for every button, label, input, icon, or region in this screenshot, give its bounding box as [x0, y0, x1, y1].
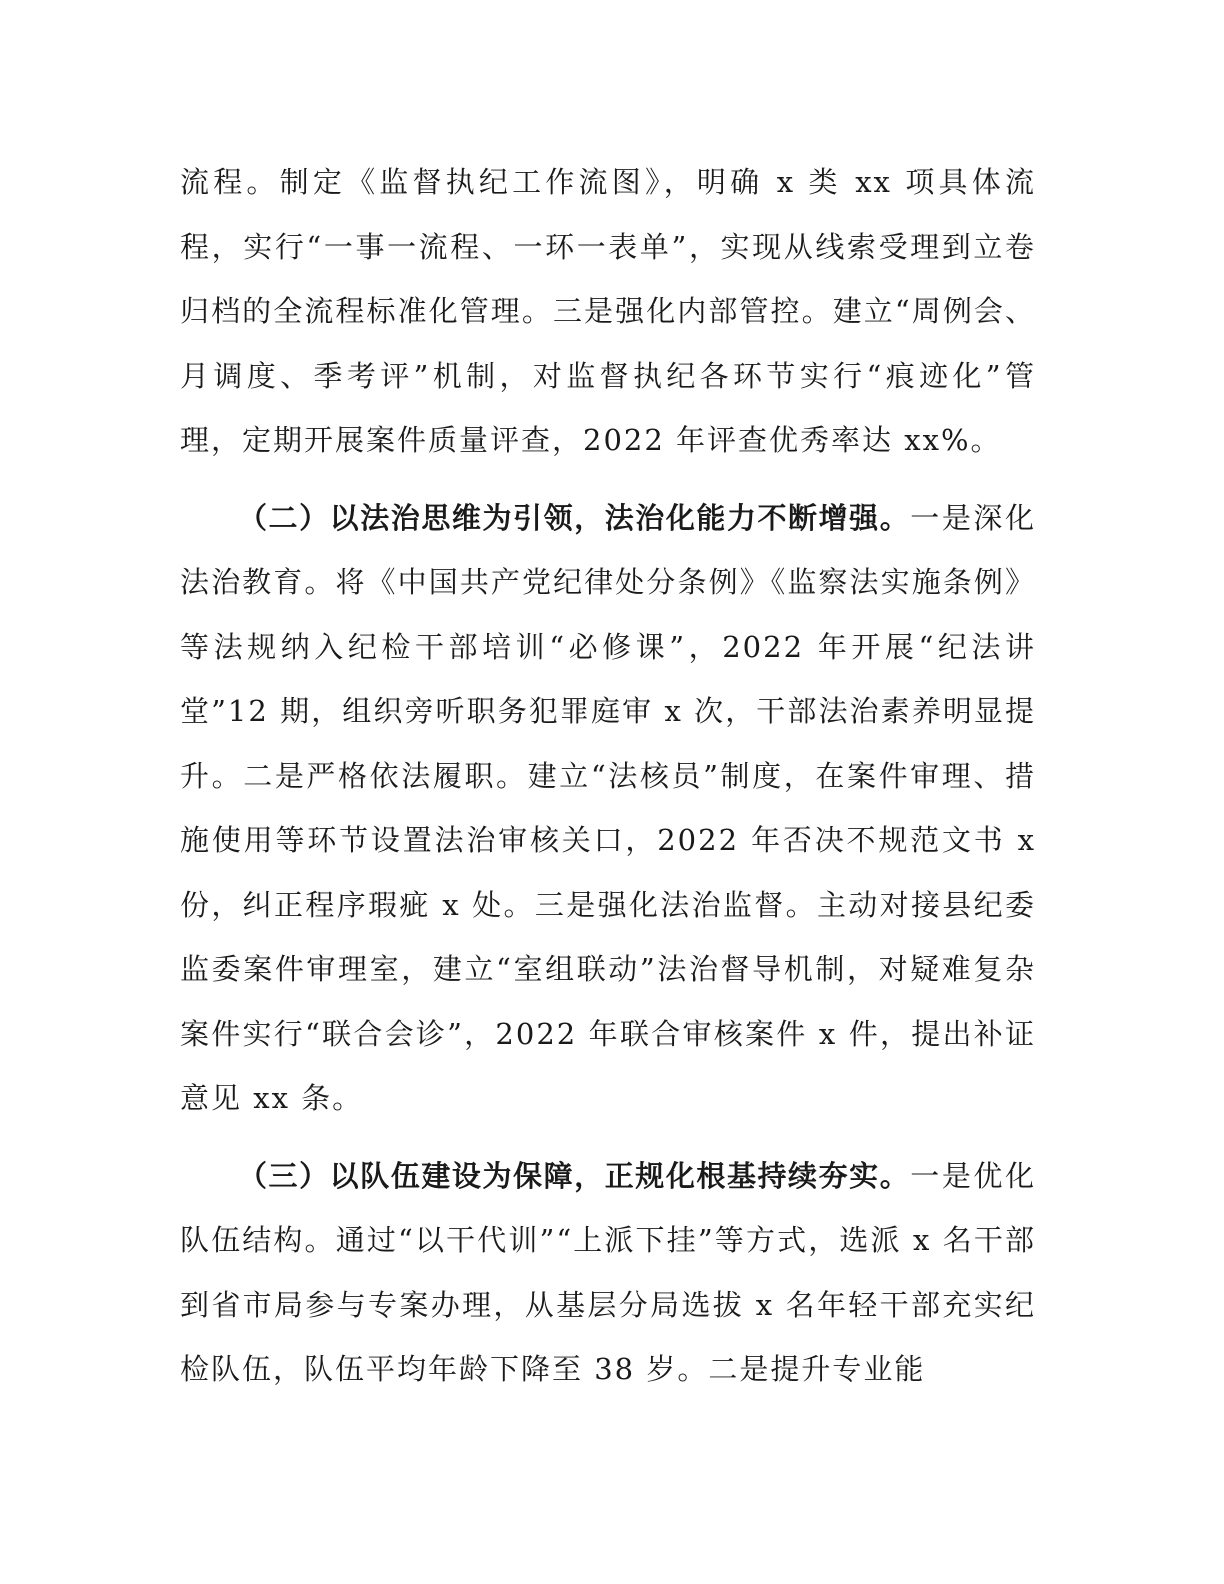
- document-page: [180, 150, 1036, 1402]
- section-heading: （三）以队伍建设为保障，正规化根基持续夯实。: [238, 1158, 911, 1193]
- paragraph-section-3: [180, 1144, 1036, 1402]
- paragraph-section-2: [180, 486, 1036, 1131]
- paragraph-body: 一是优化队伍结构。通过“以干代训”“上派下挂”等方式，选派 x 名干部到省市局参与专案办理，从基层分局选拔 x 名年轻干部充实纪检队伍，队伍平均年龄下降至 38 岁。二是提升专业能: [180, 1158, 1036, 1386]
- section-heading: （二）以法治思维为引领，法治化能力不断增强。: [238, 500, 911, 535]
- paragraph-body: 流程。制定《监督执纪工作流图》，明确 x 类 xx 项具体流程，实行“一事一流程、一环一表单”，实现从线索受理到立卷归档的全流程标准化管理。三是强化内部管控。建立“周例会、月调度、季考评”机制，对监督执纪各环节实行“痕迹化”管理，定期开展案件质量评查，2022 年评查优秀率达 xx%。: [180, 165, 1036, 457]
- paragraph-continuation: [180, 150, 1036, 473]
- paragraph-body: 一是深化法治教育。将《中国共产党纪律处分条例》《监察法实施条例》等法规纳入纪检干部培训“必修课”，2022 年开展“纪法讲堂”12 期，组织旁听职务犯罪庭审 x 次，干部法治素养明显提升。二是严格依法履职。建立“法核员”制度，在案件审理、措施使用等环节设置法治审核关口，2022 年否决不规范文书 x 份，纠正程序瑕疵 x 处。三是强化法治监督。主动对接县纪委监委案件审理室，建立“室组联动”法治督导机制，对疑难复杂案件实行“联合会诊”，2022 年联合审核案件 x 件，提出补证意见 xx 条。: [180, 500, 1036, 1115]
